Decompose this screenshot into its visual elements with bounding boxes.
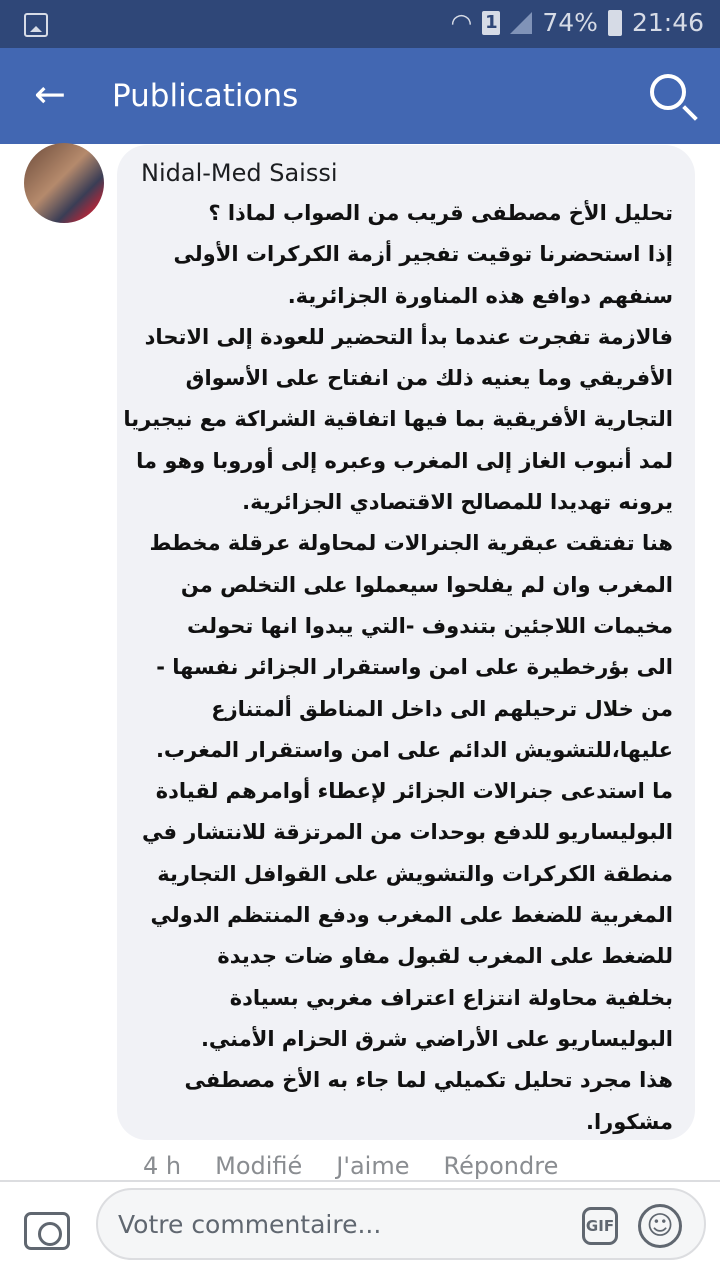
comment-line: ما استدعى جنرالات الجزائر لإعطاء أوامرهم لقيادة [155,779,673,804]
comment-line: البوليساريو للدفع بوحدات من المرتزقة للانتشار في [141,820,673,845]
comment-bubble [117,145,695,1140]
comment-line: المغربية للضغط على المغرب ودفع المنتظم الدولي [150,903,673,928]
gallery-notification-icon [24,13,48,37]
status-bar [0,0,720,48]
app-bar [0,48,720,144]
comment-time: 4 h [143,1152,182,1180]
avatar[interactable] [24,143,104,223]
comment-line: عليها،للتشويش الدائم على امن واستقرار المغرب. [155,737,673,762]
like-button[interactable]: J'aime [336,1152,410,1180]
comment-line: الى بؤرخطيرة على امن واستقرار الجزائر نفسها - [156,655,673,680]
comment-line: فالازمة تفجرت عندما بدأ التحضير للعودة إلى الاتحاد [144,324,673,349]
comment-line: المغرب وان لم يفلحوا سيعملوا على التخلص من [180,572,673,597]
comment-line: مشكورا. [585,1109,673,1134]
comment-line: منطقة الكركرات والتشويش على القوافل التجارية [157,861,673,886]
comment-line: من خلال ترحيلهم الى داخل المناطق ألمتنازع [211,696,673,721]
comment-actions [143,1152,592,1180]
reply-button[interactable]: Répondre [443,1152,559,1180]
page-title: Publications [112,78,299,114]
sim-icon: 1 [482,11,500,35]
gif-button[interactable]: GIF [582,1207,618,1245]
comment-line: تحليل الأخ مصطفى قريب من الصواب لماذا ؟ [208,201,673,225]
camera-icon[interactable] [24,1212,70,1250]
comment-line: إذا استحضرنا توقيت تفجير أزمة الكركرات الأولى [173,242,673,267]
comment-line: مخيمات اللاجئين بتندوف -التي يبدوا انها تحولت [186,613,673,638]
comment-body [123,193,673,1143]
battery-icon [608,10,622,36]
battery-percent: 74% [542,8,598,37]
signal-icon [510,12,532,34]
comment-line: هنا تفتقت عبقرية الجنرالات لمحاولة عرقلة مخطط [149,531,673,556]
comment-line: الأفريقي وما يعنيه ذلك من انفتاح على الأسواق [185,366,673,391]
clock: 21:46 [631,8,704,37]
comment-line: هذا مجرد تحليل تكميلي لما جاء به الأخ مصطفى [184,1068,673,1093]
wifi-icon: ◠ [450,8,473,37]
comment-line: سنفهم دوافع هذه المناورة الجزائرية. [287,283,673,308]
comment-line: التجارية الأفريقية بما فيها اتفاقية الشراكة مع نيجيريا [123,407,673,432]
edited-label[interactable]: Modifié [215,1152,303,1180]
emoji-icon[interactable]: ☺ [638,1204,682,1248]
comment-placeholder: Votre commentaire... [118,1210,382,1239]
comment-line: يرونه تهديدا للمصالح الاقتصادي الجزائرية. [242,490,673,515]
comment-line: البوليساريو على الأراضي شرق الحزام الأمني. [200,1026,673,1051]
comment-composer [0,1180,720,1280]
comment-line: لمد أنبوب الغاز إلى المغرب وعبره إلى أوروبا وهو ما [136,448,673,473]
back-arrow-icon[interactable]: ← [34,72,66,116]
comment-input[interactable] [96,1188,706,1260]
comment-line: للضغط على المغرب لقبول مفاو ضات جديدة [217,944,673,969]
search-icon[interactable] [650,74,686,110]
comment-author[interactable]: Nidal-Med Saissi [141,159,338,187]
comment-line: بخلفية محاولة انتزاع اعتراف مغربي بسيادة [229,985,673,1010]
